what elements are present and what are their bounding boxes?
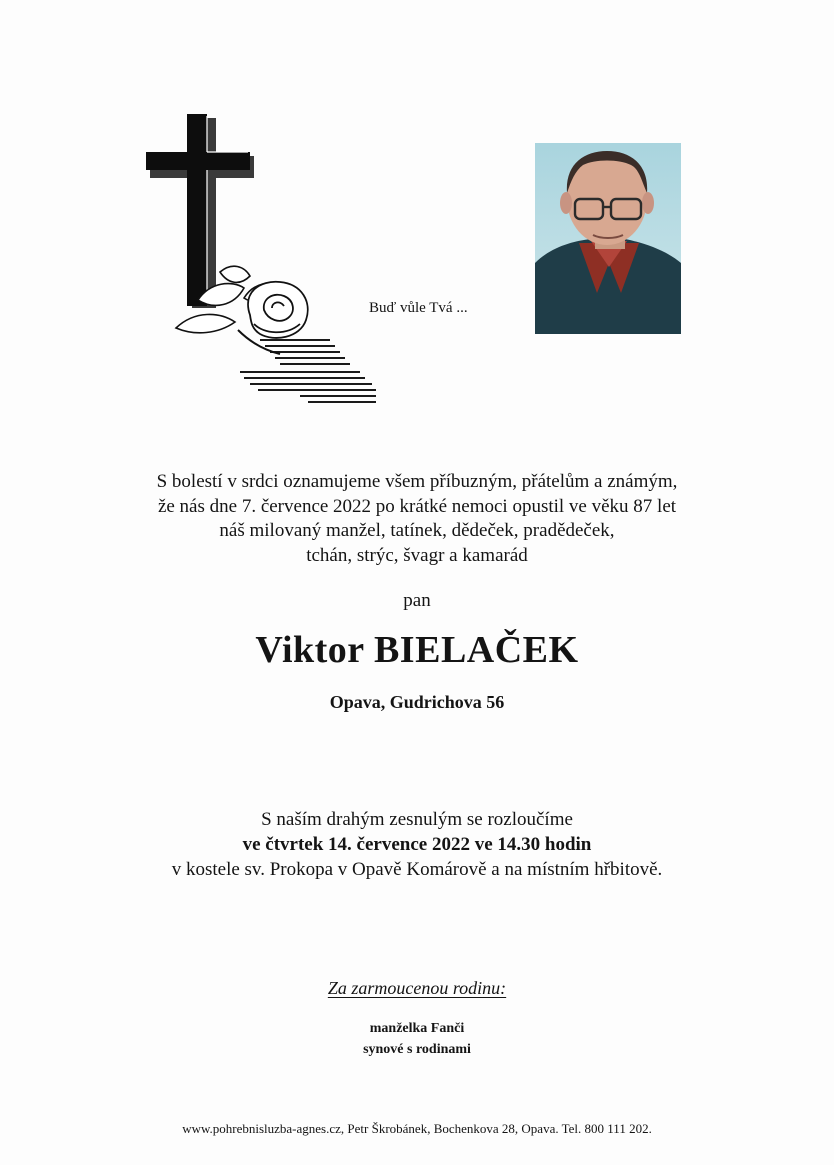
family-member: manželka Fanči bbox=[369, 1021, 465, 1036]
announcement-line: tchán, strýc, švagr a kamarád bbox=[306, 544, 528, 566]
family-list bbox=[0, 1018, 834, 1060]
motto-text: Buď vůle Tvá ... bbox=[369, 300, 468, 316]
announcement-line: S bolestí v srdci oznamujeme všem příbuzným, přátelům a známým, bbox=[156, 471, 678, 492]
cross-with-rose-icon bbox=[140, 110, 380, 415]
portrait-photo bbox=[535, 143, 681, 334]
deceased-address: Opava, Gudrichova 56 bbox=[329, 692, 505, 712]
farewell-intro: S naším drahým zesnulým se rozloučíme bbox=[261, 809, 573, 830]
family-member: synové s rodinami bbox=[363, 1042, 471, 1057]
farewell-info bbox=[0, 807, 834, 882]
deceased-name: Viktor BIELAČEK bbox=[255, 629, 579, 671]
honorific: pan bbox=[403, 590, 431, 611]
farewell-date-time: ve čtvrtek 14. července 2022 ve 14.30 hodin bbox=[242, 834, 592, 855]
family-heading: Za zarmoucenou rodinu: bbox=[327, 978, 507, 998]
announcement-line: náš milovaný manžel, tatínek, dědeček, pradědeček, bbox=[219, 520, 615, 541]
footer-contact: www.pohrebnisluzba-agnes.cz, Petr Škrobánek, Bochenkova 28, Opava. Tel. 800 111 202. bbox=[182, 1121, 652, 1136]
announcement-text bbox=[0, 470, 834, 568]
announcement-line: že nás dne 7. července 2022 po krátké nemoci opustil ve věku 87 let bbox=[157, 495, 677, 517]
farewell-location: v kostele sv. Prokopa v Opavě Komárově a na místním hřbitově. bbox=[171, 859, 663, 880]
